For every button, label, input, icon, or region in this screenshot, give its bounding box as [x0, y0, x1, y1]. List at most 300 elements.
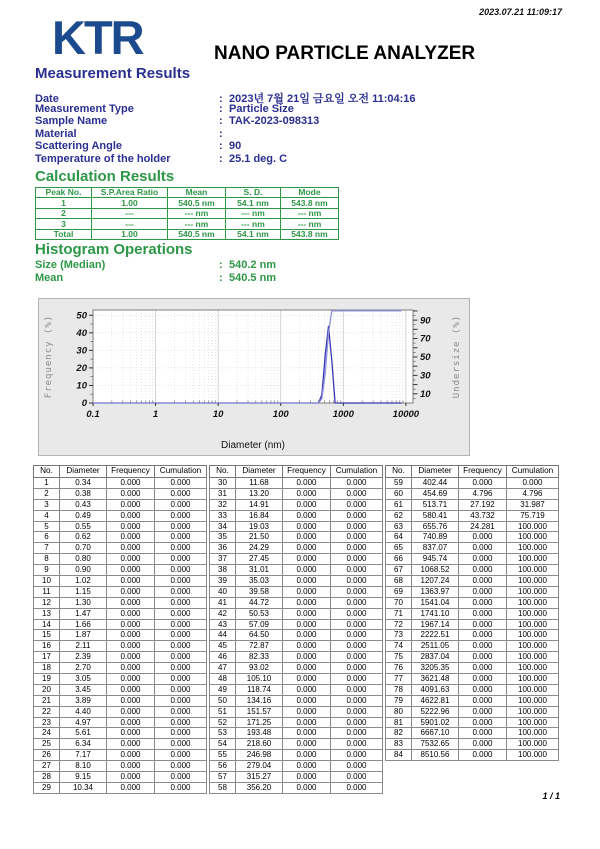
- field-value: 540.5 nm: [229, 272, 277, 284]
- table-cell: 0.000: [155, 695, 207, 706]
- table-cell: 0.000: [331, 488, 383, 499]
- table-cell: 1.66: [60, 619, 107, 630]
- table-cell: 0.000: [107, 488, 155, 499]
- table-cell: 75.719: [507, 510, 559, 521]
- table-cell: 28: [34, 772, 60, 783]
- table-cell: 580.41: [412, 510, 459, 521]
- field-value: Particle Size: [229, 102, 294, 115]
- table-cell: 62: [386, 510, 412, 521]
- table-row: [34, 630, 207, 641]
- table-row: [34, 554, 207, 565]
- table-cell: 0.000: [283, 717, 331, 728]
- table-cell: 0.000: [283, 478, 331, 489]
- field-value: TAK-2023-098313: [229, 115, 320, 128]
- table-cell: 0.38: [60, 488, 107, 499]
- table-cell: 0.70: [60, 543, 107, 554]
- table-cell: 21: [34, 695, 60, 706]
- table-cell: 27: [34, 761, 60, 772]
- table-cell: 0.000: [459, 739, 507, 750]
- table-row: [386, 652, 559, 663]
- table-cell: 100.000: [507, 586, 559, 597]
- table-cell: 543.8 nm: [281, 198, 339, 208]
- column-header: Frequency: [459, 466, 507, 478]
- table-cell: 1363.97: [412, 586, 459, 597]
- table-cell: 0.000: [331, 695, 383, 706]
- field-mean: [35, 272, 565, 285]
- table-cell: 543.8 nm: [281, 229, 339, 239]
- table-cell: 1541.04: [412, 597, 459, 608]
- table-cell: 218.60: [236, 739, 283, 750]
- table-cell: 11.68: [236, 478, 283, 489]
- table-cell: 0.000: [283, 597, 331, 608]
- table-cell: 21.50: [236, 532, 283, 543]
- table-row: [34, 510, 207, 521]
- column-header: No.: [210, 466, 236, 478]
- field-label: Date: [35, 93, 59, 105]
- table-row: [386, 619, 559, 630]
- table-row: [34, 674, 207, 685]
- table-cell: 279.04: [236, 761, 283, 772]
- table-cell: 100.000: [507, 608, 559, 619]
- table-cell: 0.000: [155, 706, 207, 717]
- table-cell: 0.000: [283, 695, 331, 706]
- table-cell: 0.000: [107, 543, 155, 554]
- table-cell: 35: [210, 532, 236, 543]
- table-cell: 0.000: [107, 728, 155, 739]
- table-header-row: [36, 188, 339, 198]
- table-cell: 33: [210, 510, 236, 521]
- table-cell: 39.58: [236, 586, 283, 597]
- table-cell: 82: [386, 728, 412, 739]
- table-cell: 0.000: [331, 576, 383, 587]
- table-cell: 0.000: [331, 586, 383, 597]
- table-cell: 0.55: [60, 521, 107, 532]
- table-cell: 60: [386, 488, 412, 499]
- table-cell: 2222.51: [412, 630, 459, 641]
- table-cell: 0.000: [331, 717, 383, 728]
- table-cell: 0.000: [283, 499, 331, 510]
- table-cell: 0.000: [107, 576, 155, 587]
- table-cell: 3: [34, 499, 60, 510]
- table-cell: 0.000: [107, 641, 155, 652]
- table-cell: 84: [386, 750, 412, 761]
- table-cell: 13: [34, 608, 60, 619]
- table-cell: 2: [36, 208, 92, 218]
- column-header: Diameter: [412, 466, 459, 478]
- table-cell: 0.000: [283, 576, 331, 587]
- table-cell: 67: [386, 565, 412, 576]
- table-row: [34, 641, 207, 652]
- table-row: [210, 739, 383, 750]
- table-cell: 0.000: [459, 554, 507, 565]
- table-row: [34, 619, 207, 630]
- table-cell: 540.5 nm: [168, 198, 226, 208]
- table-cell: 72: [386, 619, 412, 630]
- left-tick-label: 20: [76, 363, 87, 375]
- table-cell: 8510.56: [412, 750, 459, 761]
- table-row: [210, 695, 383, 706]
- right-tick-label: 90: [420, 315, 431, 327]
- table-cell: 0.000: [331, 782, 383, 793]
- table-cell: 36: [210, 543, 236, 554]
- table-cell: 2511.05: [412, 641, 459, 652]
- field-label: Size (Median): [35, 259, 106, 271]
- table-cell: 66: [386, 554, 412, 565]
- column-header: Frequency: [107, 466, 155, 478]
- table-cell: 0.000: [107, 554, 155, 565]
- table-cell: 100.000: [507, 597, 559, 608]
- table-cell: 0.000: [107, 761, 155, 772]
- histogram-table-group-2: [209, 465, 383, 794]
- table-cell: 38: [210, 565, 236, 576]
- table-cell: 1.30: [60, 597, 107, 608]
- table-cell: 16: [34, 641, 60, 652]
- histogram-operations-fields: [35, 259, 565, 285]
- table-cell: 513.71: [412, 499, 459, 510]
- table-cell: 83: [386, 739, 412, 750]
- table-cell: 3.05: [60, 674, 107, 685]
- table-cell: 0.000: [331, 739, 383, 750]
- table-cell: 29: [34, 782, 60, 793]
- x-tick-label: 0.1: [86, 409, 100, 420]
- table-cell: 0.000: [331, 728, 383, 739]
- table-cell: 0.000: [107, 499, 155, 510]
- column-header: Mode: [281, 188, 339, 198]
- table-cell: 58: [210, 782, 236, 793]
- table-cell: 0.000: [107, 663, 155, 674]
- calculation-results-table: [35, 187, 339, 240]
- table-cell: 100.000: [507, 652, 559, 663]
- table-cell: 0.000: [155, 630, 207, 641]
- table-cell: 0.000: [459, 586, 507, 597]
- table-cell: 0.000: [155, 782, 207, 793]
- table-cell: 1: [36, 198, 92, 208]
- table-row: [34, 608, 207, 619]
- table-cell: 0.000: [283, 565, 331, 576]
- table-row: [386, 674, 559, 685]
- table-cell: 0.000: [331, 565, 383, 576]
- table-cell: 0.000: [331, 706, 383, 717]
- table-cell: 0.000: [107, 750, 155, 761]
- table-cell: 34: [210, 521, 236, 532]
- table-cell: 0.000: [459, 652, 507, 663]
- table-cell: 0.000: [155, 586, 207, 597]
- table-cell: ---: [92, 219, 168, 229]
- table-cell: 0.000: [155, 663, 207, 674]
- table-cell: 0.000: [459, 576, 507, 587]
- table-cell: 0.000: [459, 684, 507, 695]
- table-cell: 100.000: [507, 728, 559, 739]
- table-cell: 0.000: [155, 619, 207, 630]
- table-cell: 0.000: [459, 695, 507, 706]
- table-cell: 0.000: [283, 750, 331, 761]
- table-cell: 16.84: [236, 510, 283, 521]
- table-row: [34, 586, 207, 597]
- table-row: [36, 208, 339, 218]
- table-cell: 11: [34, 586, 60, 597]
- table-cell: 14: [34, 619, 60, 630]
- table-cell: 0.000: [283, 510, 331, 521]
- field-value: 2023년 7월 21일 금요일 오전 11:04:16: [229, 93, 416, 105]
- column-header: Peak No.: [36, 188, 92, 198]
- table-cell: 1.47: [60, 608, 107, 619]
- table-cell: 0.000: [331, 597, 383, 608]
- table-cell: 47: [210, 663, 236, 674]
- table-cell: 4.40: [60, 706, 107, 717]
- table-cell: 0.000: [107, 521, 155, 532]
- table-row: [386, 630, 559, 641]
- table-cell: 0.000: [459, 630, 507, 641]
- left-tick-label: 40: [76, 328, 87, 340]
- table-cell: 54.1 nm: [226, 229, 281, 239]
- table-cell: 2.70: [60, 663, 107, 674]
- table-cell: 2: [34, 488, 60, 499]
- table-cell: 2.11: [60, 641, 107, 652]
- table-cell: 3.89: [60, 695, 107, 706]
- table-cell: 1: [34, 478, 60, 489]
- table-cell: 100.000: [507, 630, 559, 641]
- field-label: Sample Name: [35, 115, 108, 128]
- table-cell: 31.01: [236, 565, 283, 576]
- table-cell: 0.000: [283, 586, 331, 597]
- table-cell: 0.000: [155, 652, 207, 663]
- table-row: [34, 761, 207, 772]
- column-header: Cumulation: [155, 466, 207, 478]
- table-cell: 74: [386, 641, 412, 652]
- table-cell: 50.53: [236, 608, 283, 619]
- right-tick-label: 30: [420, 370, 431, 382]
- x-tick-label: 1000: [332, 409, 354, 420]
- table-cell: 0.000: [459, 608, 507, 619]
- table-row: [34, 532, 207, 543]
- table-cell: 0.000: [155, 608, 207, 619]
- table-cell: 45: [210, 641, 236, 652]
- table-cell: --- nm: [168, 208, 226, 218]
- table-cell: 100.000: [507, 554, 559, 565]
- table-cell: 59: [386, 478, 412, 489]
- table-cell: 0.000: [283, 782, 331, 793]
- table-row: [210, 597, 383, 608]
- table-cell: 77: [386, 674, 412, 685]
- table-cell: 3: [36, 219, 92, 229]
- table-cell: 171.25: [236, 717, 283, 728]
- table-cell: 0.000: [459, 674, 507, 685]
- table-cell: 100.000: [507, 532, 559, 543]
- table-cell: 43: [210, 619, 236, 630]
- table-row: [210, 674, 383, 685]
- table-cell: 0.000: [331, 641, 383, 652]
- table-cell: 30: [210, 478, 236, 489]
- table-cell: 0.000: [155, 728, 207, 739]
- table-row: [34, 576, 207, 587]
- table-cell: 71: [386, 608, 412, 619]
- table-cell: 0.000: [155, 576, 207, 587]
- table-row: [386, 706, 559, 717]
- table-cell: 0.43: [60, 499, 107, 510]
- table-row: [386, 641, 559, 652]
- table-cell: 26: [34, 750, 60, 761]
- table-cell: 0.000: [331, 630, 383, 641]
- colon: :: [219, 140, 223, 153]
- table-cell: 18: [34, 663, 60, 674]
- table-row: [34, 521, 207, 532]
- table-cell: 0.000: [283, 772, 331, 783]
- table-row: [386, 684, 559, 695]
- table-cell: 100.000: [507, 565, 559, 576]
- table-cell: 31.987: [507, 499, 559, 510]
- right-tick-label: 70: [420, 333, 431, 345]
- table-cell: 0.000: [459, 706, 507, 717]
- table-cell: 0.000: [283, 652, 331, 663]
- table-cell: 6.34: [60, 739, 107, 750]
- table-cell: 15: [34, 630, 60, 641]
- table-cell: 0.000: [331, 619, 383, 630]
- table-row: [36, 229, 339, 239]
- document-title: NANO PARTICLE ANALYZER: [214, 43, 476, 64]
- table-cell: 52: [210, 717, 236, 728]
- right-tick-label: 10: [420, 388, 431, 400]
- left-tick-label: 50: [76, 310, 87, 322]
- table-cell: 0.80: [60, 554, 107, 565]
- ktr-logo: KTR: [52, 11, 143, 64]
- table-cell: 0.000: [507, 478, 559, 489]
- table-cell: 31: [210, 488, 236, 499]
- table-cell: 0.000: [459, 565, 507, 576]
- page-number: 1 / 1: [542, 791, 560, 801]
- table-cell: 4.796: [507, 488, 559, 499]
- table-cell: 40: [210, 586, 236, 597]
- table-cell: 0.000: [107, 565, 155, 576]
- table-cell: 19.03: [236, 521, 283, 532]
- table-cell: 0.000: [283, 521, 331, 532]
- table-cell: 100.000: [507, 619, 559, 630]
- table-cell: 0.000: [107, 597, 155, 608]
- table-row: [34, 543, 207, 554]
- table-row: [386, 521, 559, 532]
- table-cell: 0.000: [331, 543, 383, 554]
- table-cell: 7.17: [60, 750, 107, 761]
- table-cell: 0.000: [283, 641, 331, 652]
- table-cell: 0.000: [155, 478, 207, 489]
- x-tick-label: 10: [212, 409, 224, 420]
- x-tick-label: 10000: [392, 409, 420, 420]
- table-cell: 0.000: [155, 717, 207, 728]
- table-row: [210, 782, 383, 793]
- table-cell: 0.000: [107, 674, 155, 685]
- table-cell: 27.45: [236, 554, 283, 565]
- field-label: Scattering Angle: [35, 140, 122, 153]
- table-cell: 0.000: [283, 543, 331, 554]
- table-cell: 42: [210, 608, 236, 619]
- table-cell: 100.000: [507, 543, 559, 554]
- x-axis-title: Diameter (nm): [221, 440, 285, 451]
- table-cell: 0.000: [107, 532, 155, 543]
- table-cell: 0.000: [283, 739, 331, 750]
- table-row: [34, 652, 207, 663]
- table-cell: 0.000: [283, 532, 331, 543]
- table-cell: 0.000: [107, 478, 155, 489]
- table-cell: --- nm: [281, 208, 339, 218]
- table-row: [386, 499, 559, 510]
- table-cell: 100.000: [507, 663, 559, 674]
- column-header: Cumulation: [507, 466, 559, 478]
- section-heading-measurement-results: Measurement Results: [35, 65, 191, 82]
- table-row: [210, 641, 383, 652]
- table-cell: 118.74: [236, 684, 283, 695]
- table-row: [34, 663, 207, 674]
- histogram-data-tables: [33, 465, 559, 794]
- table-cell: 35.03: [236, 576, 283, 587]
- column-header: S.P.Area Ratio: [92, 188, 168, 198]
- table-cell: 0.000: [283, 554, 331, 565]
- table-cell: 3205.35: [412, 663, 459, 674]
- field-value: 25.1 deg. C: [229, 152, 288, 165]
- table-cell: 51: [210, 706, 236, 717]
- table-cell: 65: [386, 543, 412, 554]
- table-cell: 57.09: [236, 619, 283, 630]
- field-material: [35, 128, 565, 141]
- table-cell: 24.281: [459, 521, 507, 532]
- table-cell: 0.000: [283, 630, 331, 641]
- table-row: [210, 772, 383, 783]
- table-cell: 70: [386, 597, 412, 608]
- table-row: [386, 576, 559, 587]
- table-cell: 10: [34, 576, 60, 587]
- particle-size-distribution-chart: [38, 298, 470, 456]
- table-row: [210, 543, 383, 554]
- table-row: [210, 510, 383, 521]
- table-cell: 10.34: [60, 782, 107, 793]
- table-cell: 80: [386, 706, 412, 717]
- x-tick-label: 1: [152, 409, 159, 420]
- table-cell: 100.000: [507, 706, 559, 717]
- table-cell: 0.49: [60, 510, 107, 521]
- table-header-row: [34, 466, 207, 478]
- table-cell: 100.000: [507, 750, 559, 761]
- table-cell: 0.000: [155, 684, 207, 695]
- table-cell: 740.89: [412, 532, 459, 543]
- table-row: [210, 586, 383, 597]
- table-header-row: [386, 466, 559, 478]
- table-cell: 100.000: [507, 674, 559, 685]
- table-cell: 13.20: [236, 488, 283, 499]
- table-cell: 19: [34, 674, 60, 685]
- table-row: [386, 510, 559, 521]
- table-cell: 23: [34, 717, 60, 728]
- table-cell: 79: [386, 695, 412, 706]
- table-cell: 39: [210, 576, 236, 587]
- table-row: [210, 488, 383, 499]
- table-cell: 25: [34, 739, 60, 750]
- table-cell: 4: [34, 510, 60, 521]
- table-cell: 69: [386, 586, 412, 597]
- table-row: [386, 739, 559, 750]
- colon: :: [219, 152, 223, 165]
- table-cell: 100.000: [507, 521, 559, 532]
- table-row: [34, 695, 207, 706]
- table-cell: 1741.10: [412, 608, 459, 619]
- table-cell: 6667.10: [412, 728, 459, 739]
- table-cell: 1207.24: [412, 576, 459, 587]
- histogram-table-group-1: [33, 465, 207, 794]
- table-cell: 454.69: [412, 488, 459, 499]
- column-header: Diameter: [60, 466, 107, 478]
- chart-svg: [39, 299, 469, 455]
- table-cell: 0.000: [107, 510, 155, 521]
- right-tick-label: 50: [420, 352, 431, 364]
- table-cell: 0.000: [459, 750, 507, 761]
- table-cell: 0.000: [155, 521, 207, 532]
